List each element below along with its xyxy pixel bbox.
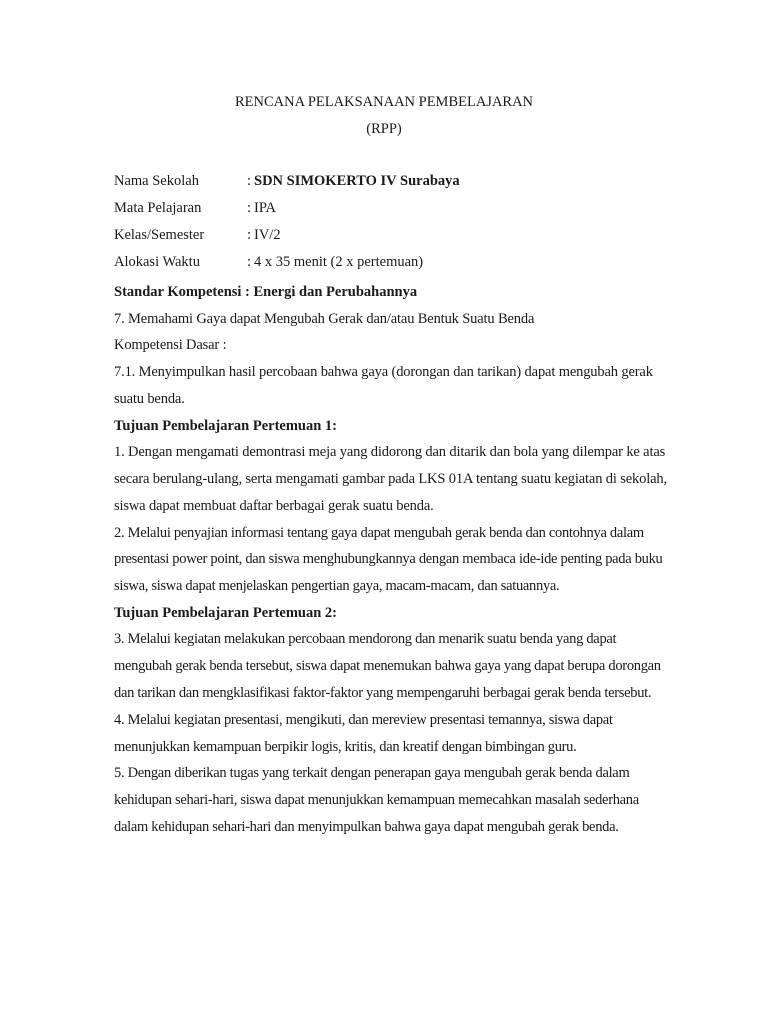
info-value-subject: IPA bbox=[254, 200, 277, 216]
info-row-time bbox=[114, 252, 674, 279]
kd-item: 7.1. Menyimpulkan hasil percobaan bahwa gaya (dorongan dan tarikan) dapat mengubah gerak suatu benda. bbox=[114, 364, 653, 407]
info-colon: : bbox=[247, 173, 252, 189]
tujuan-1-heading: Tujuan Pembelajaran Pertemuan 1: bbox=[114, 417, 337, 434]
info-colon: : bbox=[247, 200, 252, 216]
info-row-school bbox=[114, 171, 674, 198]
info-colon: : bbox=[247, 227, 252, 243]
info-row-class bbox=[114, 225, 674, 252]
info-row-subject bbox=[114, 198, 674, 225]
tujuan-item: 1. Dengan mengamati demontrasi meja yang didorong dan ditarik dan bola yang dilempar ke atas secara berulang-ulang, serta mengamati gambar pada LKS 01A tentang suatu kegiatan di sekolah, siswa dapat membuat daftar berbagai gerak suatu benda. bbox=[114, 444, 667, 514]
info-colon: : bbox=[247, 254, 252, 270]
tujuan-item: 4. Melalui kegiatan presentasi, mengikuti, dan mereview presentasi temannya, siswa dapat menunjukkan kemampuan berpikir logis, kritis, dan kreatif dengan bimbingan guru. bbox=[114, 711, 613, 755]
sk-item: 7. Memahami Gaya dapat Mengubah Gerak dan/atau Bentuk Suatu Benda bbox=[114, 310, 535, 327]
tujuan-2-heading: Tujuan Pembelajaran Pertemuan 2: bbox=[114, 604, 337, 621]
info-value-school: SDN SIMOKERTO IV Surabaya bbox=[254, 173, 460, 189]
info-label: Mata Pelajaran bbox=[114, 200, 202, 216]
document-body bbox=[114, 171, 674, 841]
document-subtitle: (RPP) bbox=[366, 121, 402, 137]
tujuan-item: 5. Dengan diberikan tugas yang terkait dengan penerapan gaya mengubah gerak benda dalam kehidupan sehari-hari, siswa dapat menunjukkan kemampuan memecahkan masalah sederhana dalam kehidupan sehari-hari dan menyimpulkan bahwa gaya dapat mengubah gerak benda. bbox=[114, 765, 639, 836]
info-label: Kelas/Semester bbox=[114, 227, 205, 243]
tujuan-item: 2. Melalui penyajian informasi tentang gaya dapat mengubah gerak benda dan contohnya dalam presentasi power point, dan siswa menghubungkannya dengan membaca ide-ide penting pada buku siswa, siswa dapat menjelaskan pengertian gaya, macam-macam, dan satuannya. bbox=[114, 524, 663, 595]
info-value-class: IV/2 bbox=[254, 227, 281, 243]
info-label: Alokasi Waktu bbox=[114, 254, 200, 270]
standar-kompetensi-heading: Standar Kompetensi : Energi dan Perubahannya bbox=[114, 284, 418, 300]
info-label: Nama Sekolah bbox=[114, 173, 199, 189]
document-title: RENCANA PELAKSANAAN PEMBELAJARAN bbox=[234, 94, 534, 110]
tujuan-item: 3. Melalui kegiatan melakukan percobaan mendorong dan menarik suatu benda yang dapat mengubah gerak benda tersebut, siswa dapat menemukan bahwa gaya yang dapat berupa dorongan dan tarikan dan mengklasifikasi faktor-faktor yang mempengaruhi berbagai gerak benda tersebut. bbox=[114, 631, 661, 702]
info-value-time: 4 x 35 menit (2 x pertemuan) bbox=[254, 254, 424, 270]
kompetensi-dasar-label: Kompetensi Dasar : bbox=[114, 337, 227, 354]
